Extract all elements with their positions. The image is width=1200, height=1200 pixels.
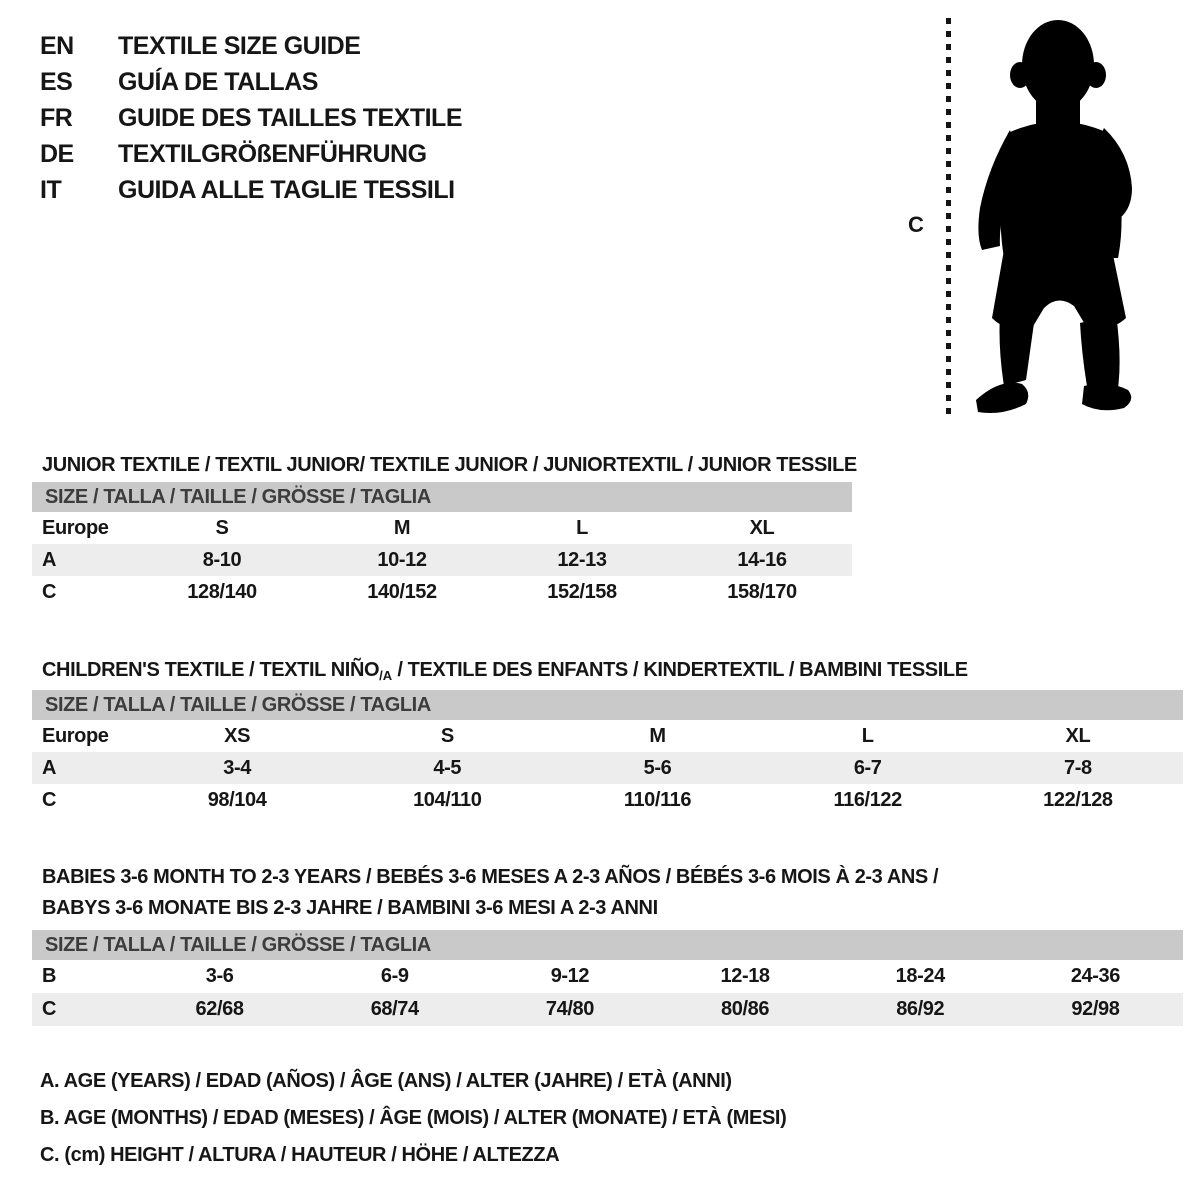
junior-size-table [32,482,852,608]
table-cell: 14-16 [737,548,787,571]
language-row-de [40,136,462,172]
language-code: ES [40,67,73,96]
table-row-a [32,752,1183,784]
table-cell: L [861,724,874,747]
row-label: B [42,965,57,987]
table-row-europe [32,720,1183,752]
table-cell: 68/74 [370,998,419,1020]
size-header-bar: SIZE / TALLA / TAILLE / GRÖSSE / TAGLIA [32,690,1183,720]
note-age-months: B. AGE (MONTHS) / EDAD (MESES) / ÂGE (MOIS) / ALTER (MONATE) / ETÀ (MESI) [40,1107,787,1129]
children-title-prefix: CHILDREN'S TEXTILE / TEXTIL NIÑO [42,658,380,681]
table-cell: M [393,516,411,539]
language-code: EN [40,31,74,60]
table-cell: 152/158 [547,580,617,603]
table-row-c [32,993,1183,1026]
row-label: C [42,788,57,811]
language-code: FR [40,103,73,132]
legend-notes [40,1063,786,1174]
table-cell: 7-8 [1064,756,1092,779]
language-row-it [40,172,462,208]
language-code: IT [40,175,62,204]
table-cell: 18-24 [895,965,945,987]
table-cell: 80/86 [721,998,770,1020]
table-cell: 24-36 [1070,965,1120,987]
table-cell: 6-7 [853,756,882,779]
table-cell: 104/110 [413,788,482,811]
table-cell: 10-12 [377,548,427,571]
table-cell: L [576,516,588,539]
table-cell: 4-5 [433,756,462,779]
table-row-a [32,544,852,576]
height-measure-label: C [908,212,924,237]
table-cell: S [215,516,229,539]
table-cell: 122/128 [1043,788,1113,811]
table-cell: XL [749,516,775,539]
babies-section-title [42,862,938,924]
table-cell: 158/170 [727,580,797,603]
table-cell: 3-4 [223,756,251,779]
table-cell: 3-6 [205,965,234,987]
size-header-bar: SIZE / TALLA / TAILLE / GRÖSSE / TAGLIA [32,482,852,512]
table-cell: 62/68 [195,998,244,1020]
size-header-bar: SIZE / TALLA / TAILLE / GRÖSSE / TAGLIA [32,930,1183,960]
table-cell: XS [224,724,251,747]
language-row-fr [40,100,462,136]
table-cell: 6-9 [380,965,409,987]
table-cell: 86/92 [896,998,945,1020]
language-label: TEXTILGRÖßENFÜHRUNG [118,139,427,168]
table-cell: 12-13 [557,548,607,571]
children-title-subscript: /A [379,667,393,683]
table-cell: 9-12 [550,965,590,987]
table-cell: 5-6 [643,756,672,779]
table-cell: 140/152 [367,580,437,603]
table-cell: 74/80 [545,998,594,1020]
table-cell: 98/104 [207,788,267,811]
table-cell: S [440,724,454,747]
language-label: TEXTILE SIZE GUIDE [118,31,361,60]
table-row-c [32,784,1183,816]
babies-title-line2: BABYS 3-6 MONATE BIS 2-3 JAHRE / BAMBINI 3-6 MESI A 2-3 ANNI [42,896,658,919]
children-size-table [32,690,1183,816]
note-height-cm: C. (cm) HEIGHT / ALTURA / HAUTEUR / HÖHE / ALTEZZA [40,1144,560,1166]
row-label: A [42,756,57,779]
language-row-es [40,64,462,100]
table-row-europe [32,512,852,544]
table-cell: 110/116 [623,788,692,811]
table-cell: XL [1065,724,1091,747]
table-cell: 128/140 [187,580,257,603]
row-label: Europe [42,516,109,539]
language-label: GUIDE DES TAILLES TEXTILE [118,103,463,132]
table-cell: M [649,724,666,747]
row-label: Europe [42,724,109,747]
table-row-c [32,576,852,608]
babies-size-table [32,930,1183,1026]
language-list [40,28,462,208]
table-cell: 116/122 [833,788,902,811]
language-label: GUIDA ALLE TAGLIE TESSILI [118,175,455,204]
row-label: C [42,998,57,1020]
toddler-silhouette-icon [970,18,1140,418]
children-title-suffix: / TEXTILE DES ENFANTS / KINDERTEXTIL / BAMBINI TESSILE [392,658,968,681]
language-code: DE [40,139,74,168]
table-cell: 8-10 [202,548,242,571]
junior-section-title: JUNIOR TEXTILE / TEXTIL JUNIOR/ TEXTILE JUNIOR / JUNIORTEXTIL / JUNIOR TESSILE [42,453,857,476]
table-cell: 12-18 [720,965,770,987]
babies-title-line1: BABIES 3-6 MONTH TO 2-3 YEARS / BEBÉS 3-6 MESES A 2-3 AÑOS / BÉBÉS 3-6 MOIS À 2-3 ANS / [42,865,939,888]
table-cell: 92/98 [1071,998,1120,1020]
note-age-years: A. AGE (YEARS) / EDAD (AÑOS) / ÂGE (ANS) / ALTER (JAHRE) / ETÀ (ANNI) [40,1070,732,1092]
row-label: C [42,580,57,603]
row-label: A [42,548,57,571]
language-label: GUÍA DE TALLAS [118,67,318,96]
language-row-en [40,28,462,64]
table-row-b [32,960,1183,993]
children-section-title [42,659,968,683]
height-dashed-line [946,18,951,416]
